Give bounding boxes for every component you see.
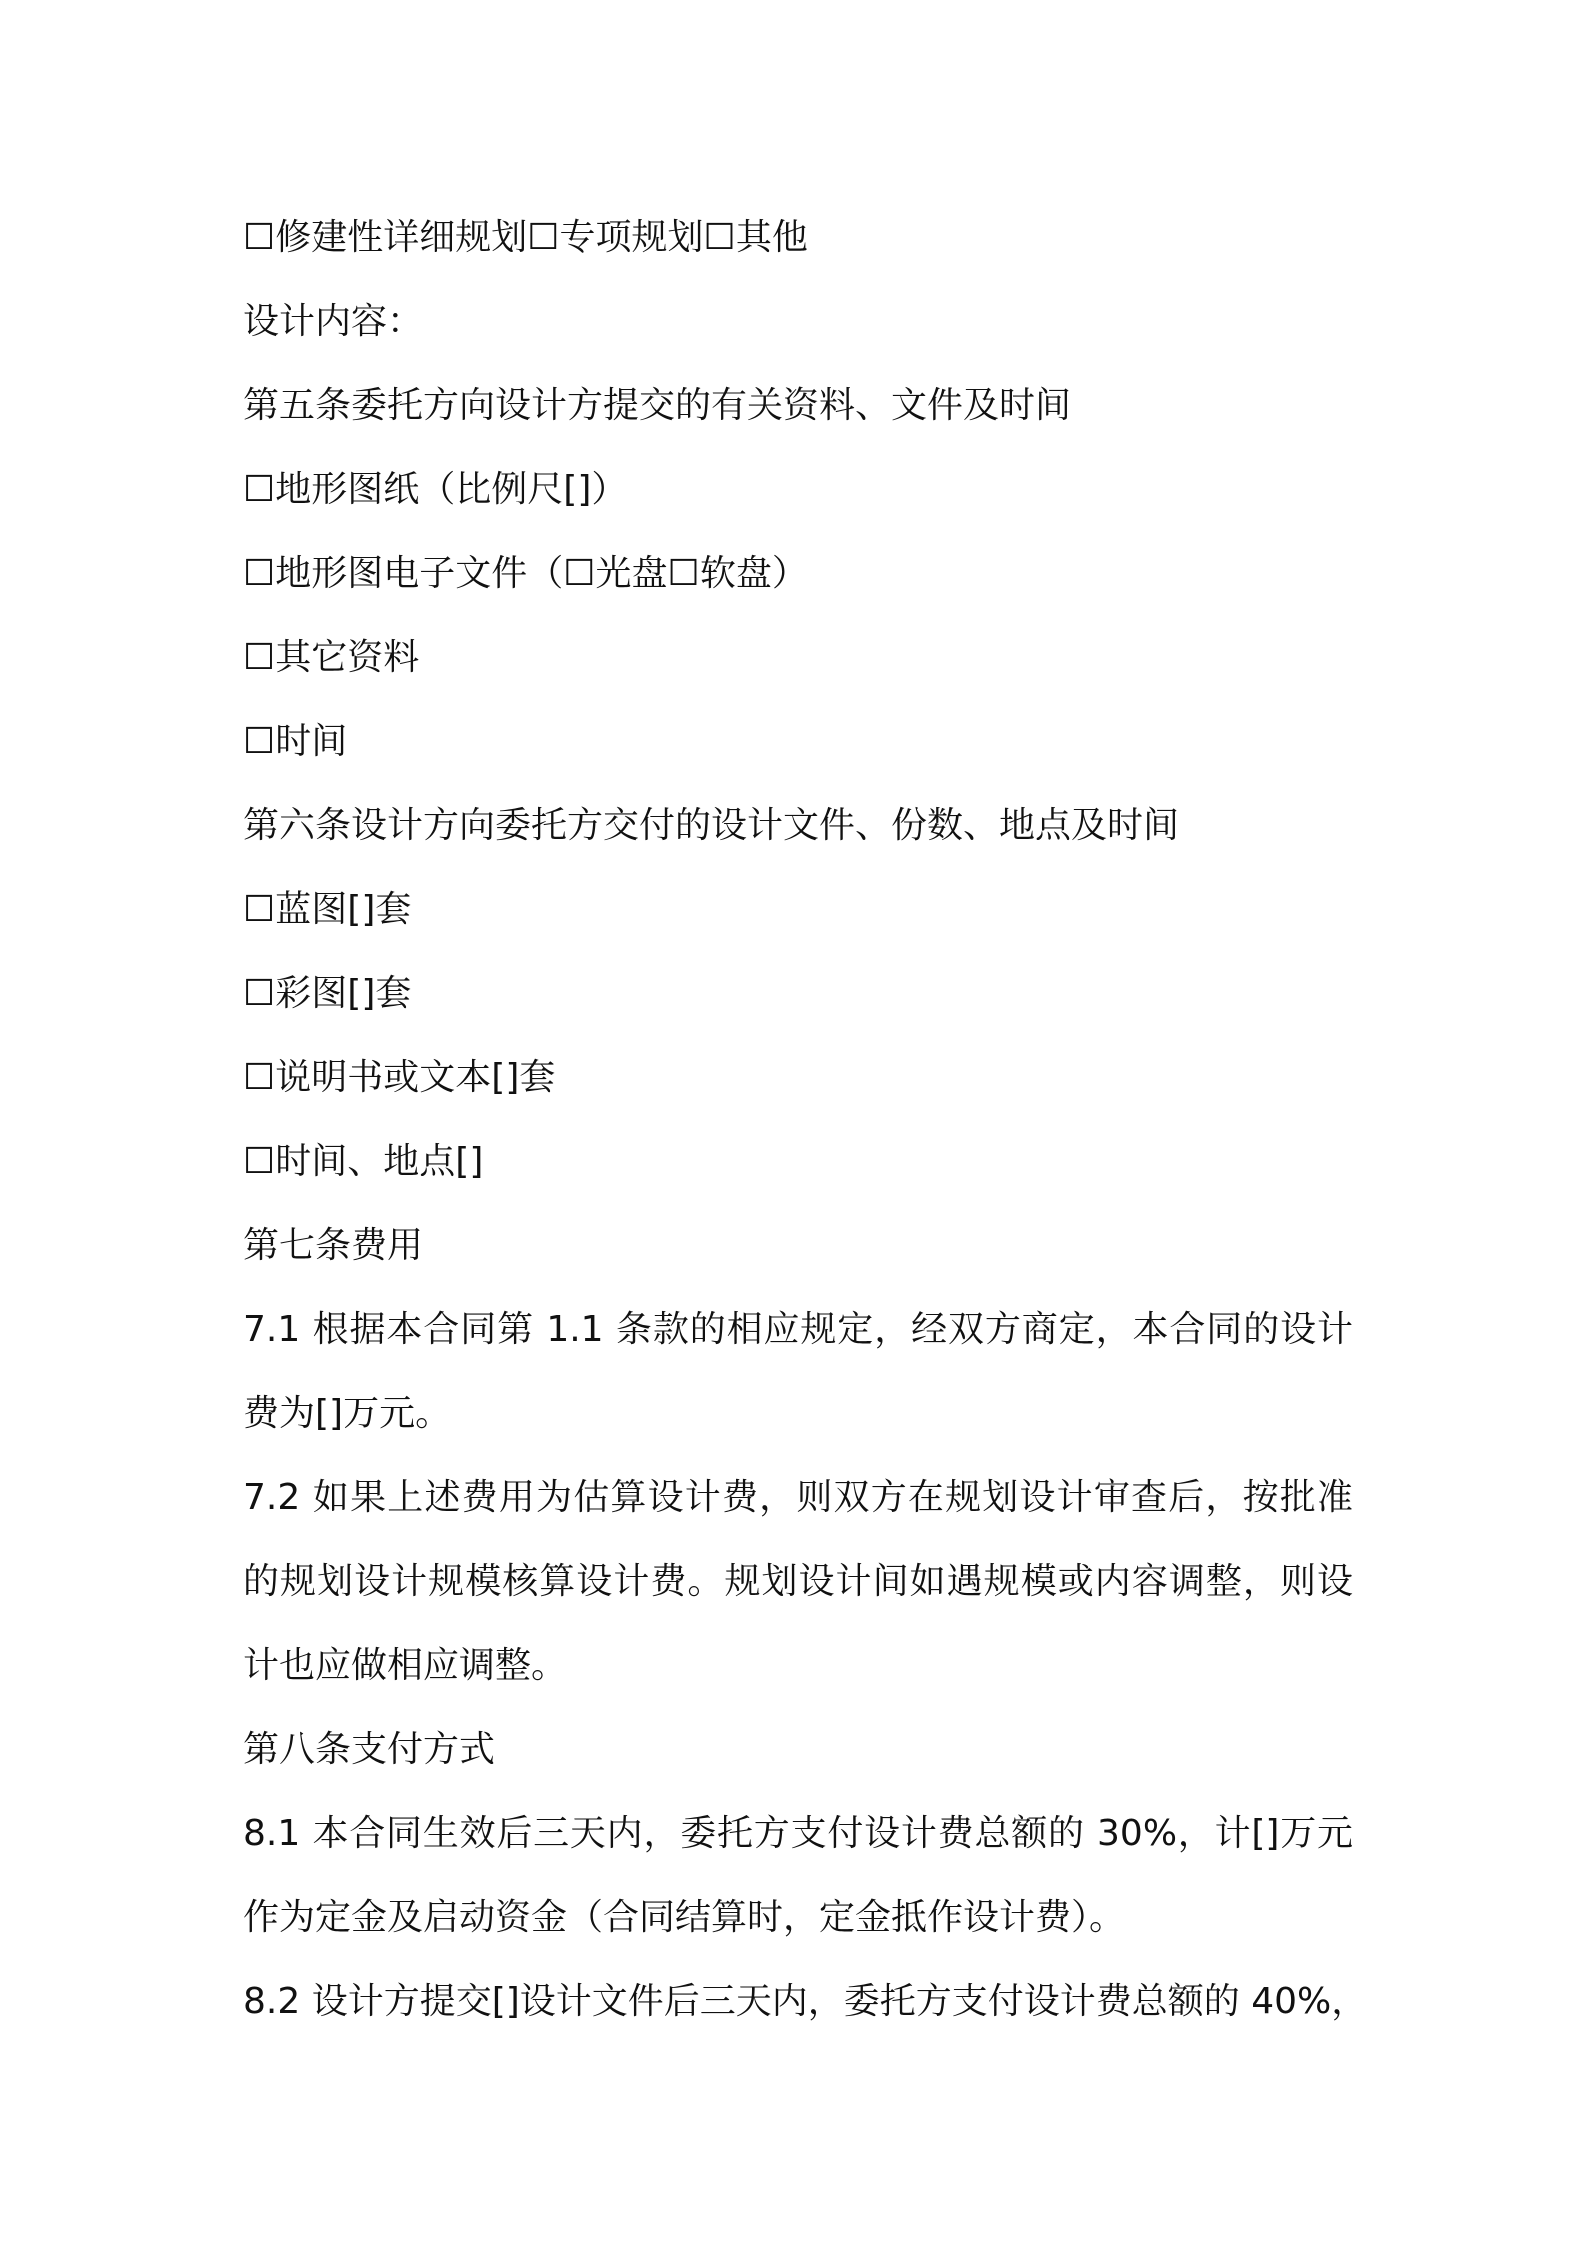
design-content-label: 设计内容： bbox=[243, 301, 424, 342]
clause-8-1-line: 作为定金及启动资金（合同结算时，定金抵作设计费）。 bbox=[243, 1897, 1126, 1938]
topographic-map-item: ☐地形图纸（比例尺[]） bbox=[243, 469, 628, 510]
article-6-heading: 第六条设计方向委托方交付的设计文件、份数、地点及时间 bbox=[243, 805, 1180, 846]
topographic-electronic-file-item: ☐地形图电子文件（☐光盘☐软盘） bbox=[243, 553, 808, 594]
article-5-heading: 第五条委托方向设计方提交的有关资料、文件及时间 bbox=[243, 385, 1072, 426]
clause-7-1-line: 费为[]万元。 bbox=[243, 1393, 452, 1434]
plan-type-options: ☐修建性详细规划☐专项规划☐其他 bbox=[243, 217, 808, 258]
manual-text-item: ☐说明书或文本[]套 bbox=[243, 1057, 556, 1098]
clause-7-2-line: 计也应做相应调整。 bbox=[243, 1645, 568, 1686]
document-body bbox=[243, 196, 1368, 2044]
time-item: ☐时间 bbox=[243, 721, 348, 762]
clause-8-2 bbox=[243, 1960, 1368, 2044]
clause-7-1 bbox=[243, 1288, 1353, 1456]
clause-7-2-line: 的规划设计规模核算设计费。规划设计间如遇规模或内容调整，则设 bbox=[243, 1561, 1353, 1602]
other-materials-item: ☐其它资料 bbox=[243, 637, 420, 678]
article-8-heading: 第八条支付方式 bbox=[243, 1729, 496, 1770]
clause-7-1-line: 7.1 根据本合同第 1.1 条款的相应规定，经双方商定，本合同的设计 bbox=[243, 1309, 1353, 1350]
time-place-item: ☐时间、地点[] bbox=[243, 1141, 484, 1182]
blueprint-item: ☐蓝图[]套 bbox=[243, 889, 412, 930]
clause-8-2-line: 8.2 设计方提交[]设计文件后三天内，委托方支付设计费总额的 40%， bbox=[243, 1981, 1368, 2022]
article-7-heading: 第七条费用 bbox=[243, 1225, 424, 1266]
clause-8-1-line: 8.1 本合同生效后三天内，委托方支付设计费总额的 30%，计[]万元 bbox=[243, 1813, 1353, 1854]
clause-7-2 bbox=[243, 1456, 1353, 1708]
color-drawing-item: ☐彩图[]套 bbox=[243, 973, 412, 1014]
clause-7-2-line: 7.2 如果上述费用为估算设计费，则双方在规划设计审查后，按批准 bbox=[243, 1477, 1353, 1518]
clause-8-1 bbox=[243, 1792, 1353, 1960]
